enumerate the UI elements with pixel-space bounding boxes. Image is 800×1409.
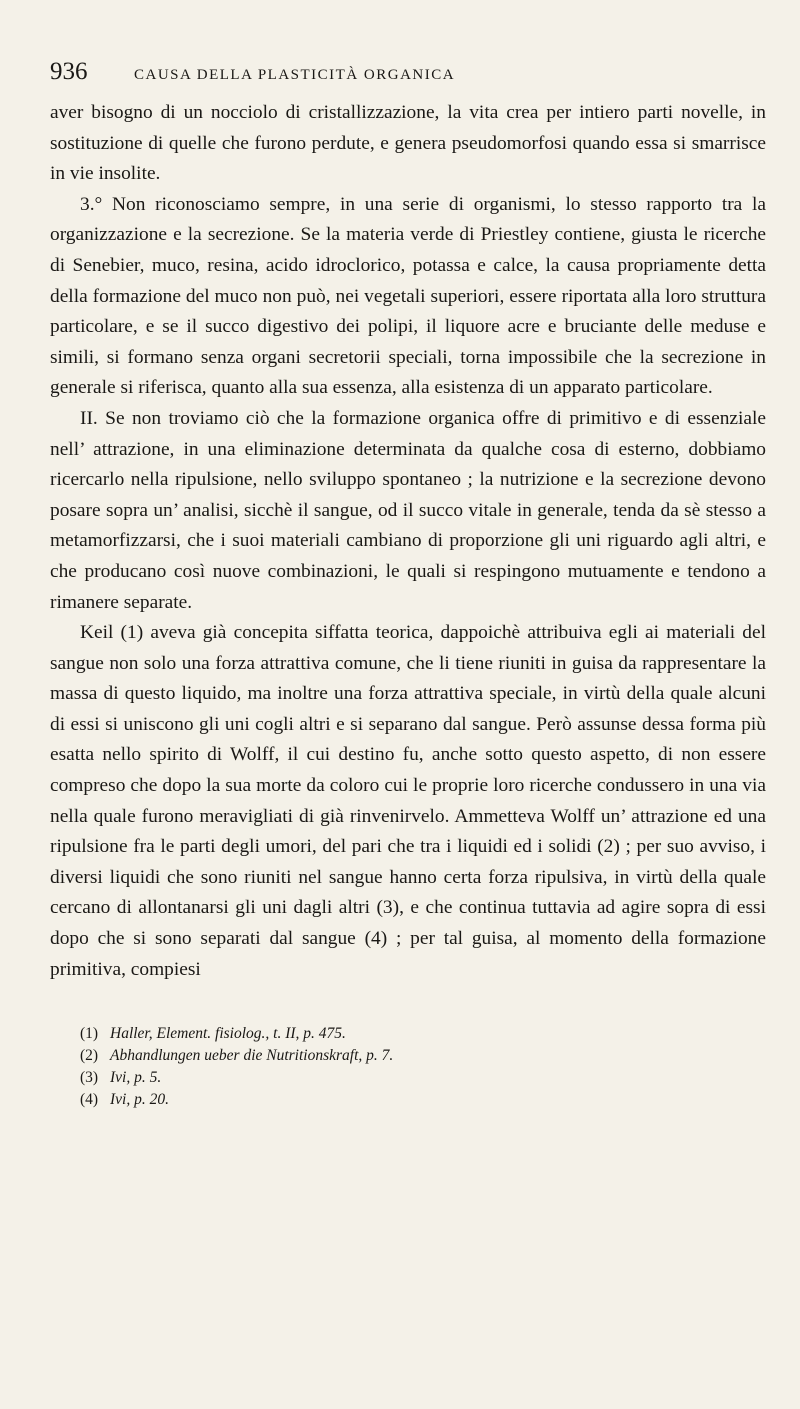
book-page — [50, 58, 766, 1111]
running-head: CAUSA DELLA PLASTICITÀ ORGANICA — [134, 67, 456, 83]
body-text — [50, 98, 766, 985]
footnote-mark: (1) — [80, 1025, 99, 1043]
paragraph-4: Keil (1) aveva già concepita siffatta teorica, dappoichè attribuiva egli ai materiali del sangue non solo una forza attrattiva comune, che li tiene riuniti in guisa da rappresentare la massa di questo liquido, ma inoltre una forza attrattiva speciale, in virtù della quale alcuni di essi si uniscono gli uni cogli altri e si separano dal sangue. Però assunse dessa forma più esatta nello spirito di Wolff, il cui destino fu, anche sotto questo aspetto, di non essere compreso che dopo la sua morte da coloro cui le proprie loro ricerche condussero in una via nella quale furono meravigliati di già rinvenirvelo. Ammetteva Wolff un’ attrazione ed una ripulsione fra le parti degli umori, del pari che tra i liquidi ed i solidi (2) ; per suo avviso, i diversi liquidi che sono riuniti nel sangue hanno certa forza ripulsiva, in virtù della quale cercano di allontanarsi gli uni dagli altri (3), e che continua tuttavia ad agire sopra di essi dopo che si sono separati dal sangue (4) ; per tal guisa, al momento della formazione primitiva, compiesi — [50, 622, 766, 980]
footnote-mark: (3) — [80, 1069, 99, 1087]
footnote-4 — [80, 1089, 766, 1111]
footnote-text: Ivi, p. 5. — [110, 1069, 162, 1087]
footnote-text: Ivi, p. 20. — [110, 1091, 169, 1109]
footnote-1 — [80, 1023, 766, 1045]
footnotes — [50, 1023, 766, 1111]
footnote-text: Haller, Element. fisiolog., t. II, p. 475. — [110, 1025, 346, 1043]
footnote-3 — [80, 1067, 766, 1089]
footnote-text: Abhandlungen ueber die Nutritionskraft, p. 7. — [110, 1047, 394, 1065]
paragraph-1: aver bisogno di un nocciolo di cristallizzazione, la vita crea per intiero parti novelle, in sostituzione di quelle che furono perdute, e genera pseudomorfosi quando essa si smarrisce in vie insolite. — [50, 102, 766, 185]
page-number: 936 — [50, 58, 88, 85]
footnote-2 — [80, 1045, 766, 1067]
paragraph-3: II. Se non troviamo ciò che la formazione organica offre di primitivo e di essenziale nell’ attrazione, in una eliminazione determinata da qualche cosa di esterno, dobbiamo ricercarlo nella ripulsione, nello sviluppo spontaneo ; la nutrizione e la secrezione devono posare sopra un’ analisi, sicchè il sangue, od il succo vitale in generale, tenda da sè stesso a metamorfizzarsi, che i suoi materiali cambiano di proporzione gli uni riguardo agli altri, e che producano così nuove combinazioni, le quali si respingono mutuamente e tendono a rimanere separate. — [50, 407, 766, 613]
page-header — [50, 58, 766, 98]
footnote-mark: (2) — [80, 1047, 99, 1065]
footnote-mark: (4) — [80, 1091, 99, 1109]
paragraph-2: 3.° Non riconosciamo sempre, in una serie di organismi, lo stesso rapporto tra la organizzazione e la secrezione. Se la materia verde di Priestley contiene, giusta le ricerche di Senebier, muco, resina, acido idroclorico, potassa e calce, la causa propriamente detta della formazione del muco non può, nei vegetali superiori, essere riportata alla loro struttura particolare, e se il succo digestivo dei polipi, il liquore acre e bruciante delle meduse e simili, si formano senza organi secretorii speciali, torna impossibile che la secrezione in generale si riferisca, quanto alla sua essenza, alla esistenza di un apparato particolare. — [50, 193, 766, 399]
